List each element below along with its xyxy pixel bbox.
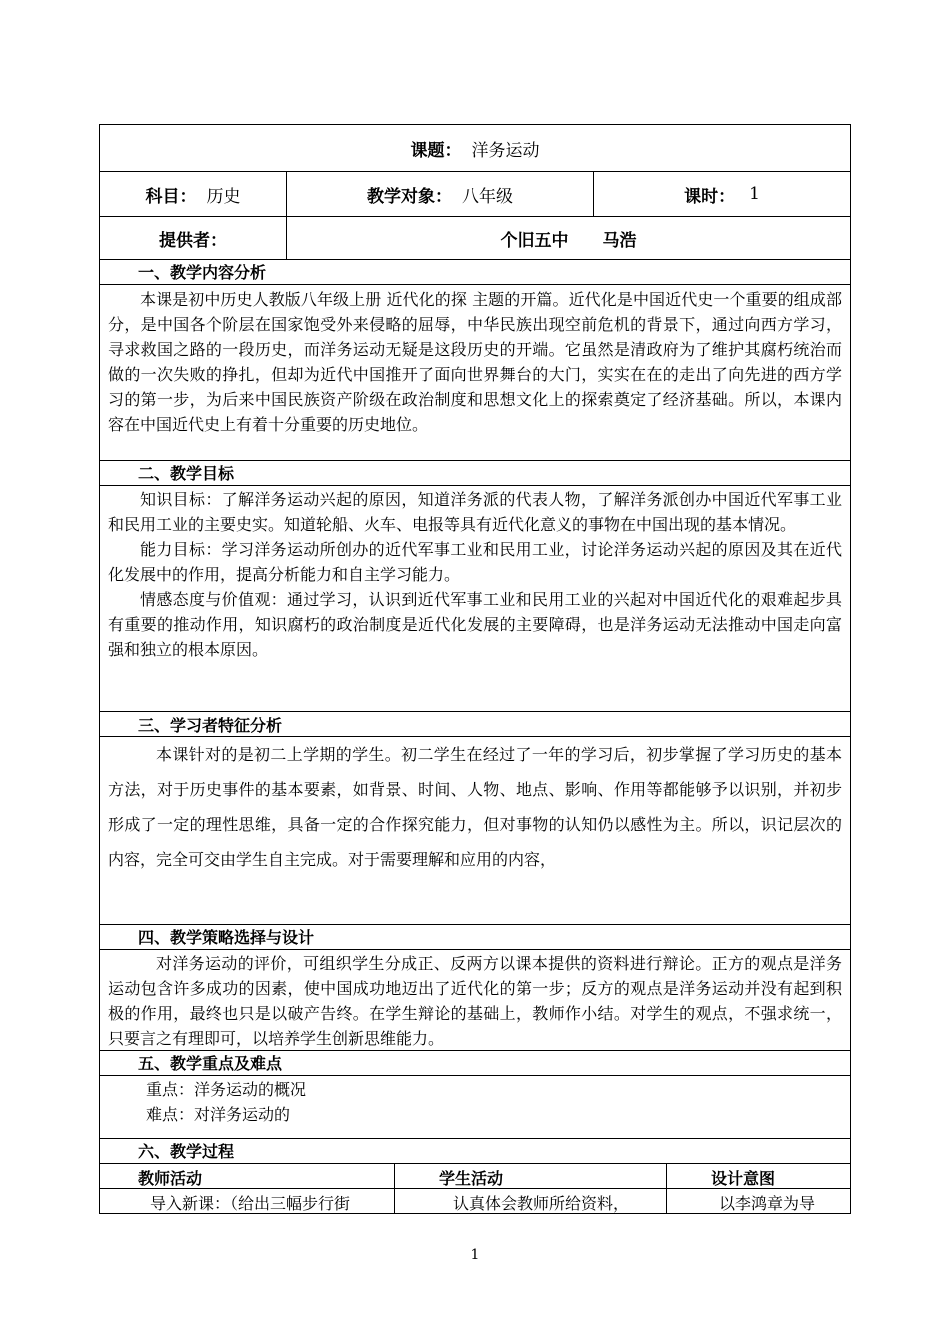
- section-4-body: [99, 949, 851, 1051]
- section-3-title: 三、学习者特征分析: [99, 711, 851, 737]
- subject-label: 科目：: [145, 186, 197, 207]
- target-value: 八年级: [462, 186, 513, 207]
- process-col-teacher: 教师活动: [99, 1163, 395, 1189]
- section-4-text: 对洋务运动的评价，可组织学生分成正、反两方以课本提供的资料进行辩论。正方的观点是洋务运动包含许多成功的因素，使中国成功地迈出了近代化的第一步；反方的观点是洋务运动并没有起到积极的作用，最终也只是以破产告终。在学生辩论的基础上，教师作小结。对学生的观点，不强求统一，只要言之有理即可，以培养学生创新思维能力。: [108, 954, 842, 1048]
- section-2-title: 二、教学目标: [99, 460, 851, 486]
- process-row1-student: 认真体会教师所给资料，: [394, 1188, 667, 1214]
- provider-label-cell: [99, 216, 287, 260]
- topic-label: 课题：: [410, 140, 462, 161]
- section-5-body: [99, 1075, 851, 1139]
- hours-label: 课时：: [684, 186, 736, 207]
- hours-value: 1: [749, 184, 760, 204]
- subject-value: 历史: [206, 186, 241, 207]
- target-cell: [286, 171, 594, 217]
- process-row1-intent: 以李鸿章为导: [666, 1188, 851, 1214]
- section-1-title: 一、教学内容分析: [99, 259, 851, 285]
- section-4-title: 四、教学策略选择与设计: [99, 924, 851, 950]
- section-2-ability: 能力目标：学习洋务运动所创办的近代军事工业和民用工业，讨论洋务运动兴起的原因及其在近代化发展中的作用，提高分析能力和自主学习能力。: [108, 540, 842, 584]
- section-2-emotion: 情感态度与价值观：通过学习，认识到近代军事工业和民用工业的兴起对中国近代化的艰难起步具有重要的推动作用，知识腐朽的政治制度是近代化发展的主要障碍，也是洋务运动无法推动中国走向富强和独立的根本原因。: [108, 590, 842, 659]
- section-5-difficult: 难点：对洋务运动的: [146, 1105, 291, 1124]
- process-col-intent: 设计意图: [666, 1163, 851, 1189]
- section-3-body: [99, 736, 851, 925]
- page-number: 1: [470, 1247, 480, 1263]
- target-label: 教学对象：: [367, 186, 452, 207]
- section-6-title: 六、教学过程: [99, 1138, 851, 1164]
- section-5-key: 重点：洋务运动的概况: [146, 1080, 307, 1099]
- process-col-student: 学生活动: [394, 1163, 667, 1189]
- section-2-body: [99, 485, 851, 712]
- section-5-title: 五、教学重点及难点: [99, 1050, 851, 1076]
- topic-value: 洋务运动: [471, 140, 540, 161]
- provider-label: 提供者：: [159, 230, 227, 251]
- topic-row: [99, 124, 851, 172]
- hours-cell: [593, 171, 851, 217]
- section-3-text: 本课针对的是初二上学期的学生。初二学生在经过了一年的学习后，初步掌握了学习历史的基本方法，对于历史事件的基本要素，如背景、时间、人物、地点、影响、作用等都能够予以识别，并初步形成了一定的理性思维，具备一定的合作探究能力，但对事物的认知仍以感性为主。所以，识记层次的内容，完全可交由学生自主完成。对于需要理解和应用的内容，: [108, 745, 842, 869]
- provider-value: 个旧五中 马浩: [500, 230, 637, 251]
- subject-cell: [99, 171, 287, 217]
- section-1-body: [99, 284, 851, 461]
- provider-value-cell: [286, 216, 851, 260]
- section-2-knowledge: 知识目标：了解洋务运动兴起的原因，知道洋务派的代表人物，了解洋务派创办中国近代军事工业和民用工业的主要史实。知道轮船、火车、电报等具有近代化意义的事物在中国出现的基本情况。: [108, 490, 842, 534]
- section-1-text: 本课是初中历史人教版八年级上册 近代化的探 主题的开篇。近代化是中国近代史一个重要的组成部分，是中国各个阶层在国家饱受外来侵略的屈辱，中华民族出现空前危机的背景下，通过向西方学习，寻求救国之路的一段历史，而洋务运动无疑是这段历史的开端。它虽然是清政府为了维护其腐朽统治而做的一次失败的挣扎，但却为近代中国推开了面向世界舞台的大门，实实在在的走出了向先进的西方学习的第一步，为后来中国民族资产阶级在政治制度和思想文化上的探索奠定了经济基础。所以，本课内容在中国近代史上有着十分重要的历史地位。: [108, 290, 842, 434]
- process-row1-teacher: 导入新课：（给出三幅步行街: [99, 1188, 395, 1214]
